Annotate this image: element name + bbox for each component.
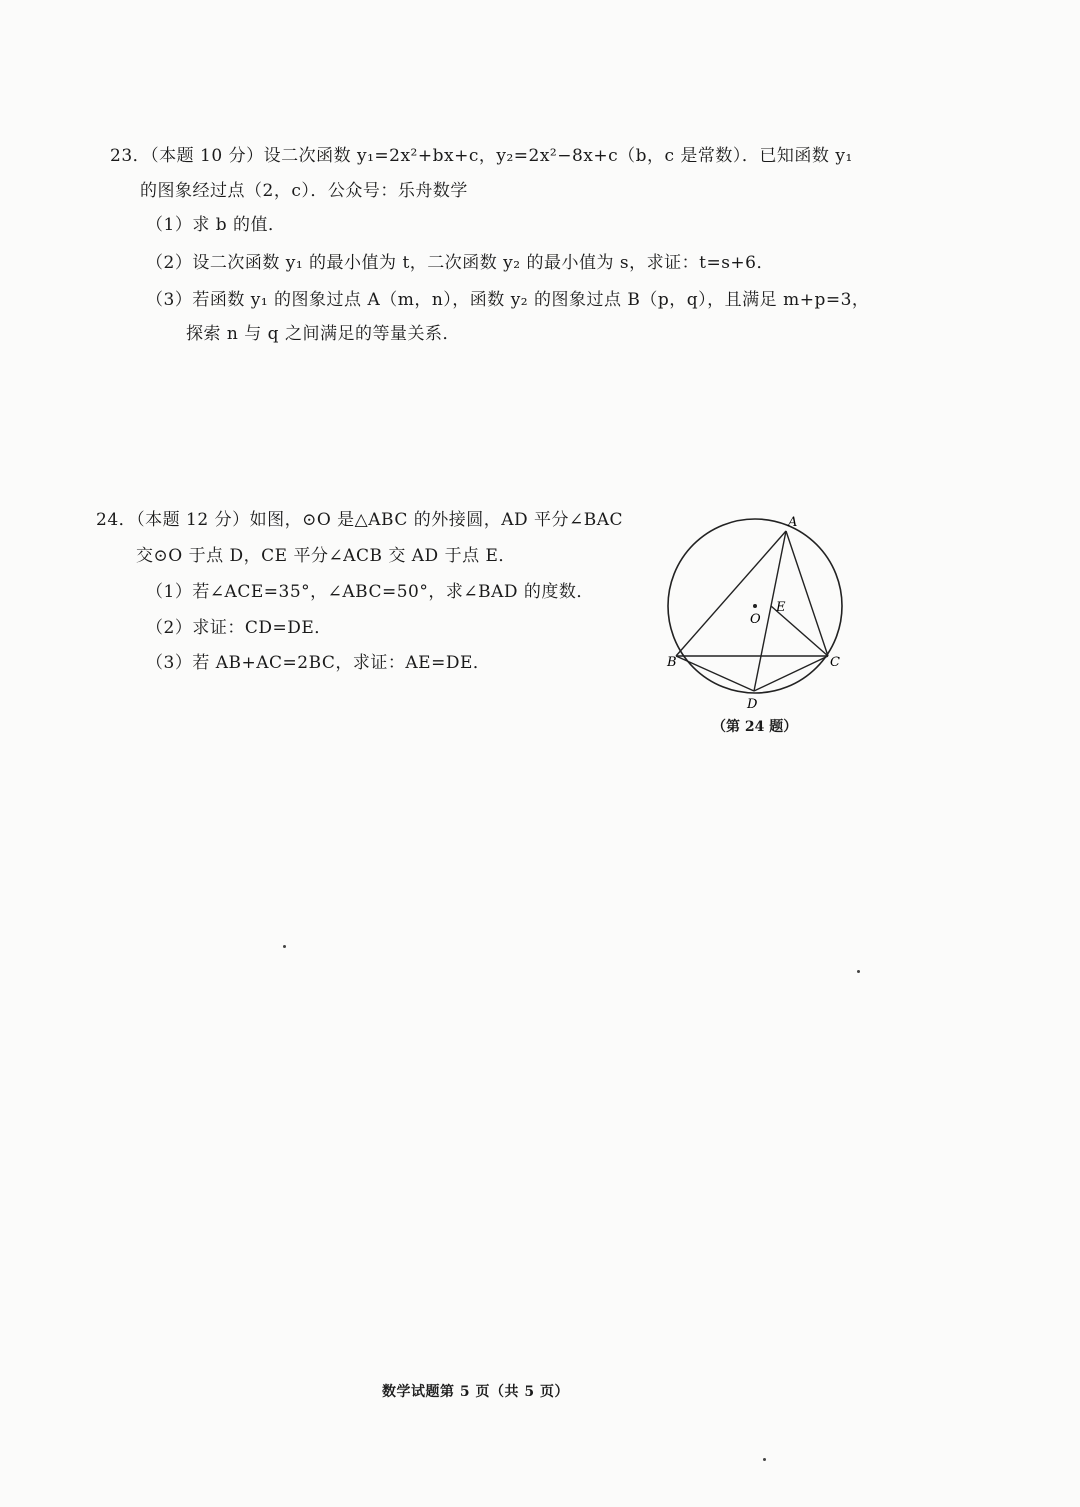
segment-AB bbox=[676, 531, 786, 656]
label-A: A bbox=[788, 515, 798, 530]
scan-speck bbox=[857, 970, 860, 973]
label-D: D bbox=[747, 697, 758, 712]
page-footer: 数学试题第 5 页（共 5 页） bbox=[382, 1384, 569, 1400]
q23-part2: （2）设二次函数 y₁ 的最小值为 t，二次函数 y₂ 的最小值为 s，求证：t=s+6． bbox=[146, 253, 774, 273]
q23-stem-line2: 的图象经过点（2，c）．公众号：乐舟数学 bbox=[140, 181, 468, 201]
scan-speck bbox=[283, 945, 286, 948]
q24-stem-line2: 交⊙O 于点 D，CE 平分∠ACB 交 AD 于点 E． bbox=[136, 546, 516, 566]
scan-speck bbox=[763, 1458, 766, 1461]
q23-part3-line2: 探索 n 与 q 之间满足的等量关系． bbox=[186, 324, 460, 344]
label-B: B bbox=[667, 655, 677, 670]
q23-part3-line1: （3）若函数 y₁ 的图象过点 A（m，n），函数 y₂ 的图象过点 B（p，q），且满足 m+p=3， bbox=[146, 290, 870, 310]
figure-caption: （第 24 题） bbox=[712, 719, 798, 735]
q23-part1: （1）求 b 的值． bbox=[146, 215, 286, 235]
label-O: O bbox=[750, 612, 761, 627]
label-E: E bbox=[776, 600, 786, 615]
q24-geometry-figure bbox=[660, 508, 860, 713]
q23-stem-line1: 23．（本题 10 分）设二次函数 y₁=2x²+bx+c，y₂=2x²−8x+c（b，c 是常数）．已知函数 y₁ bbox=[110, 146, 853, 166]
q24-part2: （2）求证：CD=DE． bbox=[146, 618, 332, 638]
center-point-O bbox=[753, 604, 757, 608]
q24-part1: （1）若∠ACE=35°，∠ABC=50°，求∠BAD 的度数． bbox=[146, 582, 594, 602]
label-C: C bbox=[830, 655, 840, 670]
segment-BD bbox=[676, 656, 754, 691]
q24-part3: （3）若 AB+AC=2BC，求证：AE=DE． bbox=[146, 653, 491, 673]
q24-stem-line1: 24．（本题 12 分）如图，⊙O 是△ABC 的外接圆，AD 平分∠BAC bbox=[96, 510, 624, 530]
